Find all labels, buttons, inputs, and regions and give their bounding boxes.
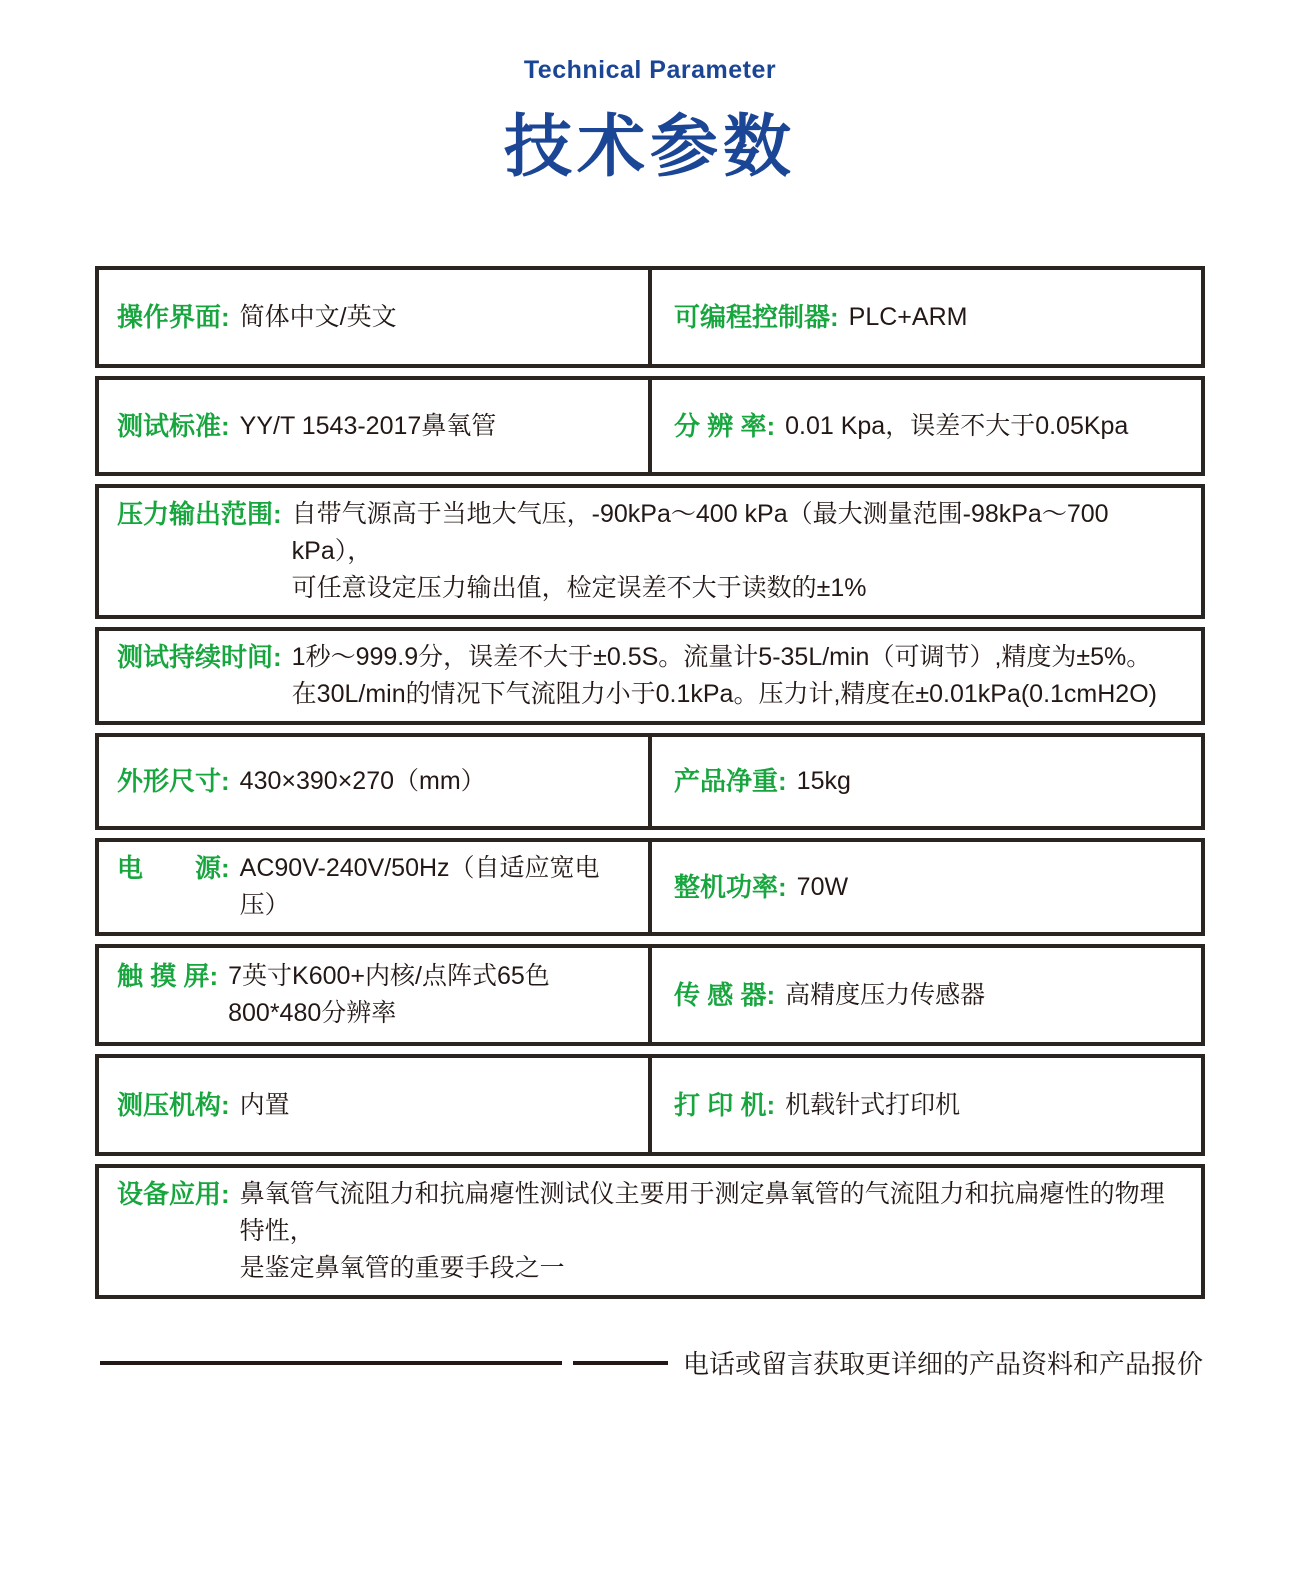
table-row-application — [95, 1164, 1205, 1299]
spec-value-line: 鼻氧管气流阻力和抗扁瘪性测试仪主要用于测定鼻氧管的气流阻力和抗扁瘪性的物理特性， — [239, 1180, 1165, 1245]
spec-label: 测压机构: — [117, 1089, 230, 1120]
spec-label: 设备应用: — [117, 1179, 230, 1209]
spec-label: 可编程控制器: — [674, 301, 839, 332]
spec-label: 传 感 器: — [674, 979, 776, 1010]
spec-table — [95, 266, 1205, 1299]
spec-cell-operation-interface — [99, 270, 648, 364]
spec-label: 打 印 机: — [674, 1089, 776, 1120]
spec-label: 测试持续时间: — [117, 642, 282, 672]
page-header — [0, 0, 1300, 190]
spec-cell-programmable-controller — [652, 270, 1201, 364]
spec-label: 电 源: — [117, 853, 230, 883]
spec-value: 高精度压力传感器 — [785, 980, 986, 1009]
spec-cell-total-power — [652, 842, 1201, 932]
spec-cell-equipment-application — [99, 1168, 1201, 1295]
spec-cell-pressure-mechanism — [99, 1058, 648, 1152]
page-footer — [100, 1344, 1300, 1381]
table-row-pressure-output — [95, 484, 1205, 619]
spec-value-line: 1秒～999.9分，误差不大于±0.5S。流量计5-35L/min（可调节）,精度为±5%。 — [291, 643, 1152, 671]
spec-label: 压力输出范围: — [117, 499, 282, 529]
spec-label: 产品净重: — [674, 766, 787, 796]
spec-value: PLC+ARM — [848, 302, 968, 331]
spec-label: 测试标准: — [117, 410, 230, 441]
spec-value: AC90V-240V/50Hz（自适应宽电压） — [239, 854, 600, 919]
table-row-screen-sensor — [95, 944, 1205, 1046]
table-row-test-duration — [95, 627, 1205, 725]
table-row-mechanism-printer — [95, 1054, 1205, 1156]
spec-value: 70W — [796, 872, 849, 901]
spec-cell-printer — [652, 1058, 1201, 1152]
spec-cell-pressure-output-range — [99, 488, 1201, 615]
footer-rule-short — [573, 1361, 668, 1365]
spec-value: 机载针式打印机 — [785, 1090, 961, 1119]
spec-label: 外形尺寸: — [117, 766, 230, 796]
subtitle-english: Technical Parameter — [523, 56, 777, 84]
footer-note: 电话或留言获取更详细的产品资料和产品报价 — [683, 1349, 1204, 1379]
spec-cell-touch-screen — [99, 948, 648, 1042]
spec-value-line: 800*480分辨率 — [228, 999, 397, 1027]
page-title: 技术参数 — [503, 109, 796, 185]
table-row-standard-resolution — [95, 376, 1205, 476]
spec-value: 0.01 Kpa，误差不大于0.05Kpa — [785, 411, 1129, 440]
spec-cell-test-standard — [99, 380, 648, 472]
table-row-power — [95, 838, 1205, 936]
spec-value-line: 是鉴定鼻氧管的重要手段之一 — [239, 1254, 565, 1282]
spec-cell-test-duration — [99, 631, 1201, 721]
spec-cell-net-weight — [652, 737, 1201, 826]
footer-rule-long — [100, 1361, 562, 1365]
spec-value: 15kg — [796, 767, 851, 795]
spec-value: YY/T 1543-2017鼻氧管 — [239, 411, 497, 440]
spec-value: 430×390×270（mm） — [239, 767, 486, 795]
table-row-size-weight — [95, 733, 1205, 830]
spec-cell-resolution — [652, 380, 1201, 472]
spec-value-line: 可任意设定压力输出值，检定误差不大于读数的±1% — [291, 574, 867, 602]
spec-value-line: 自带气源高于当地大气压，-90kPa～400 kPa（最大测量范围-98kPa～700 kPa）， — [291, 500, 1109, 565]
spec-cell-sensor — [652, 948, 1201, 1042]
spec-label: 分 辨 率: — [674, 410, 776, 441]
spec-value-line: 7英寸K600+内核/点阵式65色 — [228, 962, 550, 990]
spec-value-line: 在30L/min的情况下气流阻力小于0.1kPa。压力计,精度在±0.01kPa(0.1cmH2O) — [291, 680, 1157, 708]
table-row-ui-controller — [95, 266, 1205, 368]
spec-label: 整机功率: — [674, 871, 787, 902]
spec-cell-power-supply — [99, 842, 648, 932]
spec-value: 内置 — [239, 1090, 290, 1119]
spec-label: 操作界面: — [117, 301, 230, 332]
spec-cell-dimensions — [99, 737, 648, 826]
spec-value: 简体中文/英文 — [239, 302, 397, 331]
spec-label: 触 摸 屏: — [117, 961, 219, 991]
